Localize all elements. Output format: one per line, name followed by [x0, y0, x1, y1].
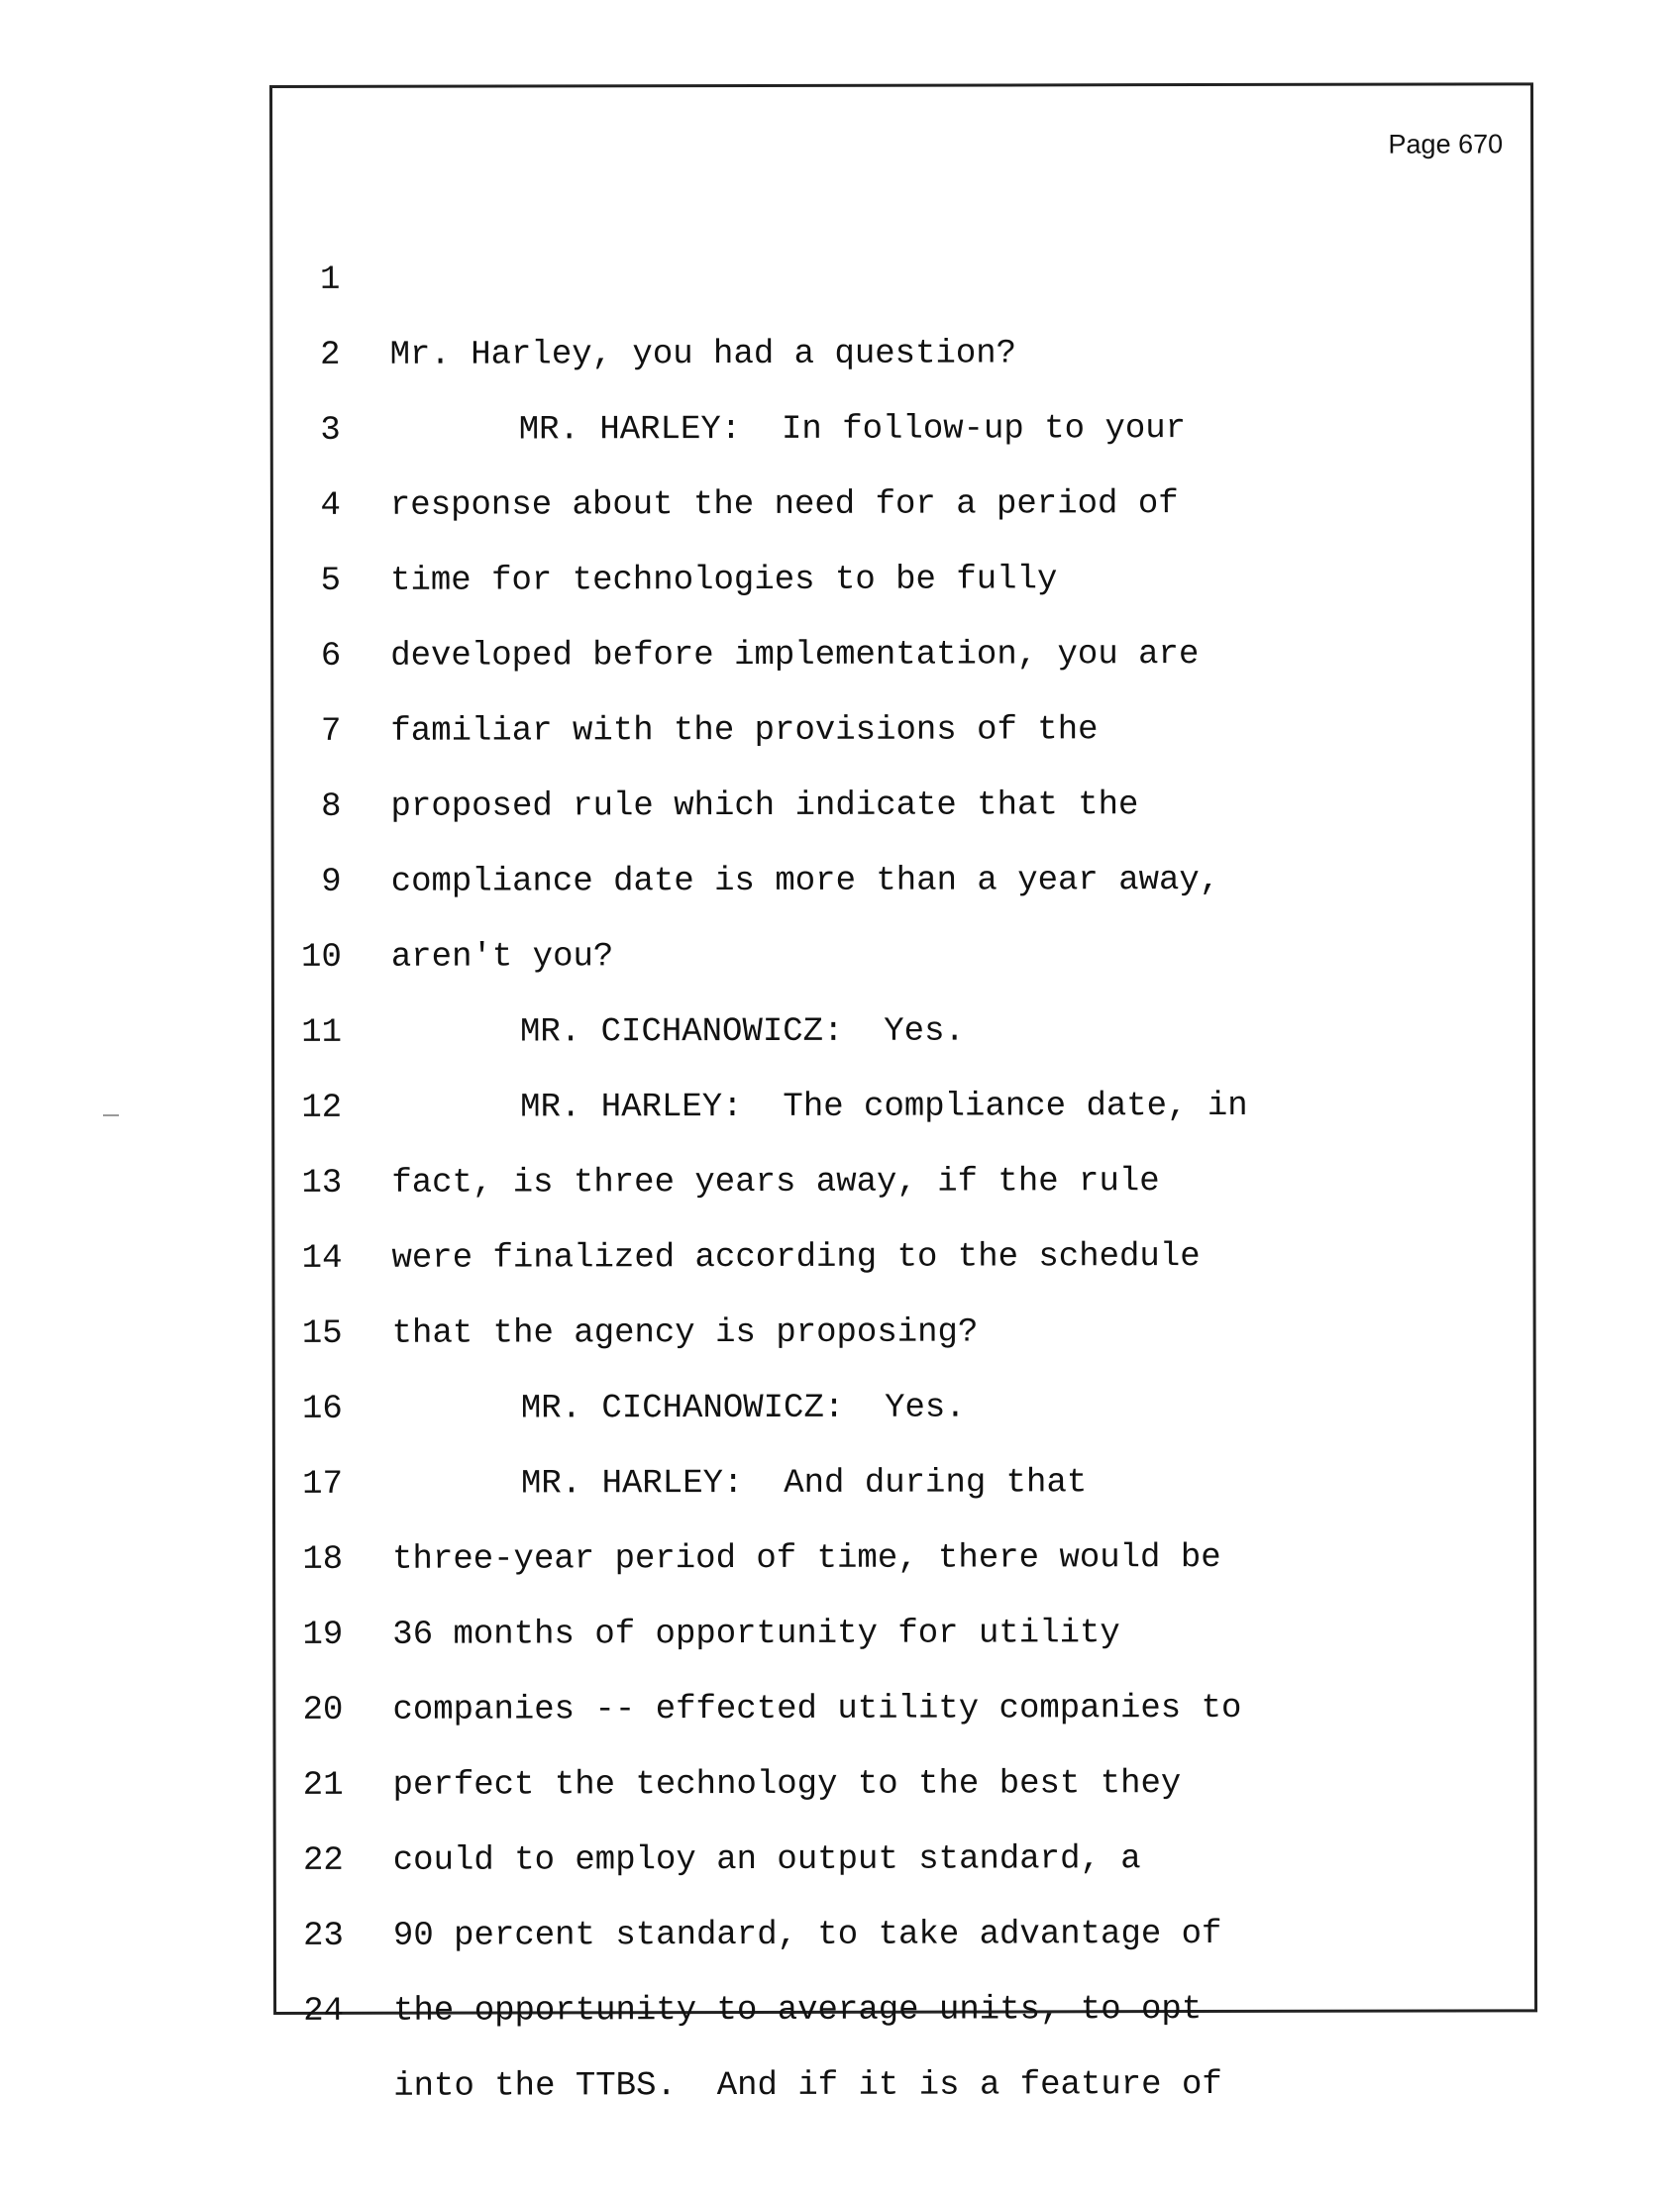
- line-number: 10: [300, 938, 342, 977]
- line-number: 3: [320, 411, 341, 450]
- transcript-lines: [272, 164, 1534, 2106]
- line-text: proposed rule which indicate that the: [390, 786, 1139, 826]
- line-text: time for technologies to be fully: [390, 561, 1058, 600]
- line-text: three-year period of time, there would be: [392, 1538, 1221, 1579]
- line-number: 22: [302, 1841, 344, 1880]
- line-number: 21: [302, 1766, 344, 1805]
- line-text: companies -- effected utility companies to: [392, 1689, 1242, 1729]
- line-number: 15: [301, 1314, 343, 1353]
- transcript-line: [272, 164, 1530, 374]
- line-text: Mr. Harley, you had a question?: [389, 335, 1017, 374]
- line-text: compliance date is more than a year away,: [390, 861, 1220, 901]
- line-text: MR. CICHANOWICZ: Yes.: [520, 1389, 966, 1428]
- line-number: 24: [303, 1992, 345, 2031]
- line-text: developed before implementation, you are: [390, 636, 1200, 676]
- line-text: MR. HARLEY: The compliance date, in: [520, 1087, 1248, 1127]
- line-number: 8: [321, 787, 342, 826]
- line-text: 90 percent standard, to take advantage of: [392, 1915, 1222, 1955]
- line-text: were finalized according to the schedule: [391, 1238, 1201, 1278]
- scan-speck: [103, 1114, 119, 1116]
- line-number: 14: [301, 1239, 343, 1278]
- line-number: 23: [303, 1917, 344, 1955]
- line-number: 4: [320, 486, 341, 525]
- line-text: MR. HARLEY: And during that: [520, 1464, 1088, 1504]
- line-text: the opportunity to average units, to opt: [393, 1991, 1203, 2031]
- line-text: that the agency is proposing?: [391, 1313, 979, 1353]
- line-number: 9: [321, 863, 342, 901]
- line-text: response about the need for a period of: [389, 485, 1179, 525]
- line-number: 6: [320, 637, 342, 676]
- page-number: Page 670: [1388, 129, 1504, 159]
- line-text: MR. HARLEY: In follow-up to your: [518, 410, 1187, 450]
- line-text: into the TTBS. And if it is a feature of: [393, 2065, 1222, 2106]
- line-text: MR. CICHANOWICZ: Yes.: [519, 1012, 965, 1052]
- line-text: aren't you?: [390, 938, 614, 977]
- line-number: 19: [302, 1616, 344, 1654]
- line-text: 36 months of opportunity for utility: [392, 1615, 1120, 1654]
- line-text: could to employ an output standard, a: [392, 1840, 1141, 1880]
- line-number: 12: [301, 1089, 343, 1127]
- line-number: 18: [302, 1540, 344, 1579]
- line-number: 17: [302, 1465, 343, 1504]
- line-text: familiar with the provisions of the: [390, 711, 1099, 751]
- transcript-page: [269, 82, 1537, 2106]
- line-number: 7: [320, 712, 342, 751]
- line-number: 1: [319, 261, 341, 299]
- line-text: perfect the technology to the best they: [392, 1765, 1182, 1805]
- line-number: 20: [302, 1691, 344, 1729]
- line-number: 2: [320, 336, 341, 374]
- line-number: 5: [320, 562, 342, 600]
- line-number: 16: [301, 1390, 343, 1428]
- line-number: 11: [301, 1013, 343, 1052]
- line-text: fact, is three years away, if the rule: [391, 1163, 1160, 1203]
- line-number: 13: [301, 1164, 343, 1203]
